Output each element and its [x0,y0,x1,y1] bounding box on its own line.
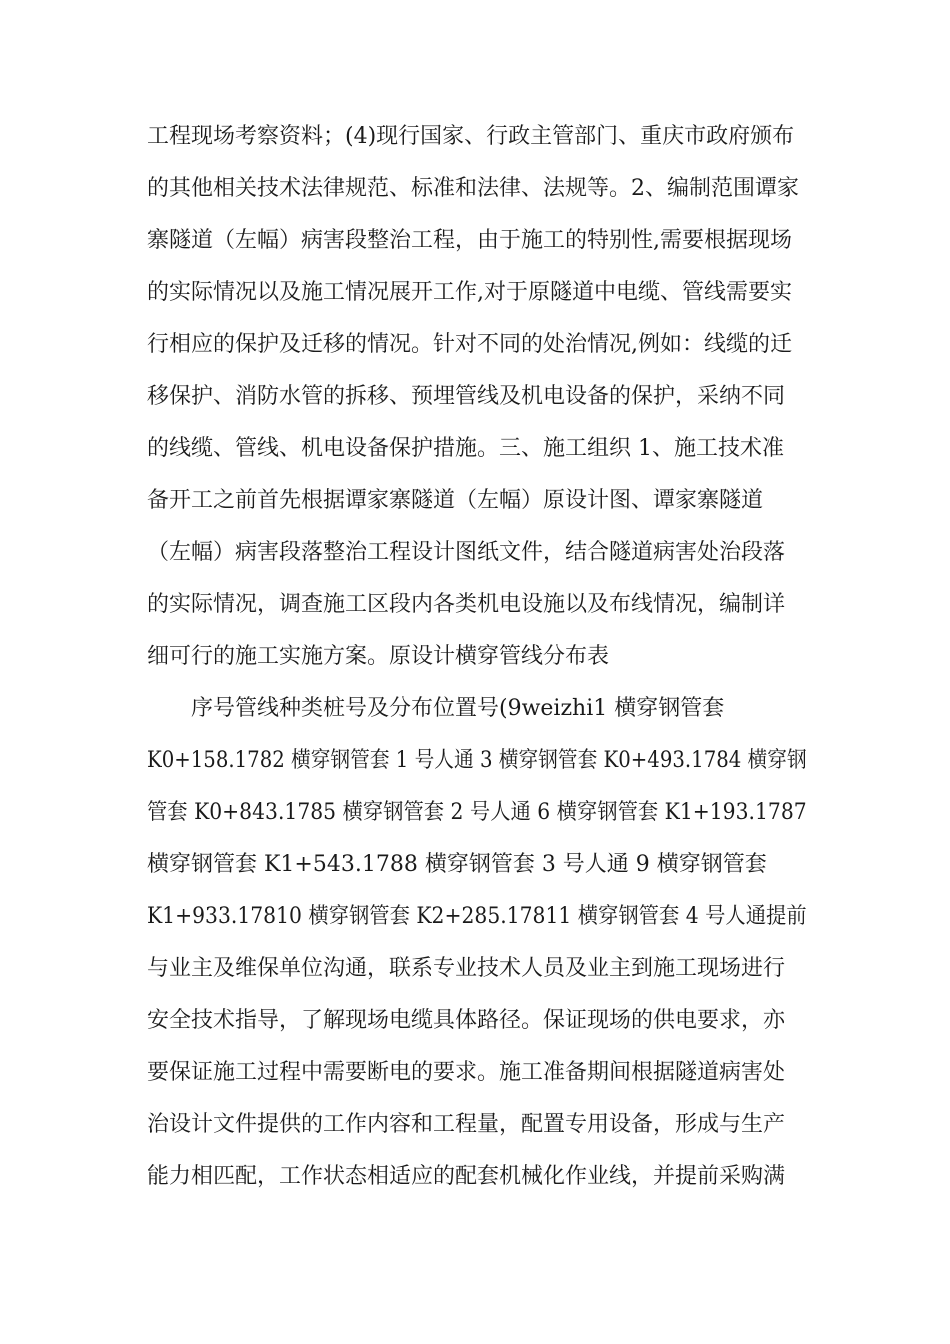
text-line: 与业主及维保单位沟通，联系专业技术人员及业主到施工现场进行 [147,956,786,981]
text-line: 行相应的保护及迁移的情况。针对不同的处治情况,例如：线缆的迁 [147,332,792,357]
text-line: 移保护、消防水管的拆移、预埋管线及机电设备的保护，采纳不同 [147,384,786,409]
text-line: K0+158.1782 横穿钢管套 1 号人通 3 横穿钢管套 K0+493.1784 横穿钢 [147,748,807,773]
text-line: 能力相匹配，工作状态相适应的配套机械化作业线，并提前采购满 [147,1164,786,1189]
text-line: 细可行的施工实施方案。原设计横穿管线分布表 [147,644,610,669]
text-line: 的实际情况以及施工情况展开工作,对于原隧道中电缆、管线需要实 [147,280,792,305]
text-line: 的实际情况，调查施工区段内各类机电设施以及布线情况，编制详 [147,592,786,617]
text-line: 管套 K0+843.1785 横穿钢管套 2 号人通 6 横穿钢管套 K1+193.1787 [147,800,807,825]
text-line: 治设计文件提供的工作内容和工程量，配置专用设备，形成与生产 [147,1112,786,1137]
text-line: （左幅）病害段落整治工程设计图纸文件，结合隧道病害处治段落 [147,540,786,565]
text-line: K1+933.17810 横穿钢管套 K2+285.17811 横穿钢管套 4 号人通提前 [147,904,807,929]
text-line: 的线缆、管线、机电设备保护措施。三、施工组织 1、施工技术准 [147,436,784,461]
text-line: 工程现场考察资料；(4)现行国家、行政主管部门、重庆市政府颁布 [147,124,795,149]
text-line: 横穿钢管套 K1+543.1788 横穿钢管套 3 号人通 9 横穿钢管套 [147,852,767,877]
text-line: 备开工之前首先根据谭家寨隧道（左幅）原设计图、谭家寨隧道 [147,488,764,513]
text-line: 的其他相关技术法律规范、标准和法律、法规等。2、编制范围谭家 [147,176,799,201]
text-line: 序号管线种类桩号及分布位置号(9weizhi1 横穿钢管套 [191,696,725,721]
text-line: 安全技术指导，了解现场电缆具体路径。保证现场的供电要求，亦 [147,1008,786,1033]
text-line: 寨隧道（左幅）病害段整治工程，由于施工的特别性,需要根据现场 [147,228,792,253]
text-line: 要保证施工过程中需要断电的要求。施工准备期间根据隧道病害处 [147,1060,786,1085]
